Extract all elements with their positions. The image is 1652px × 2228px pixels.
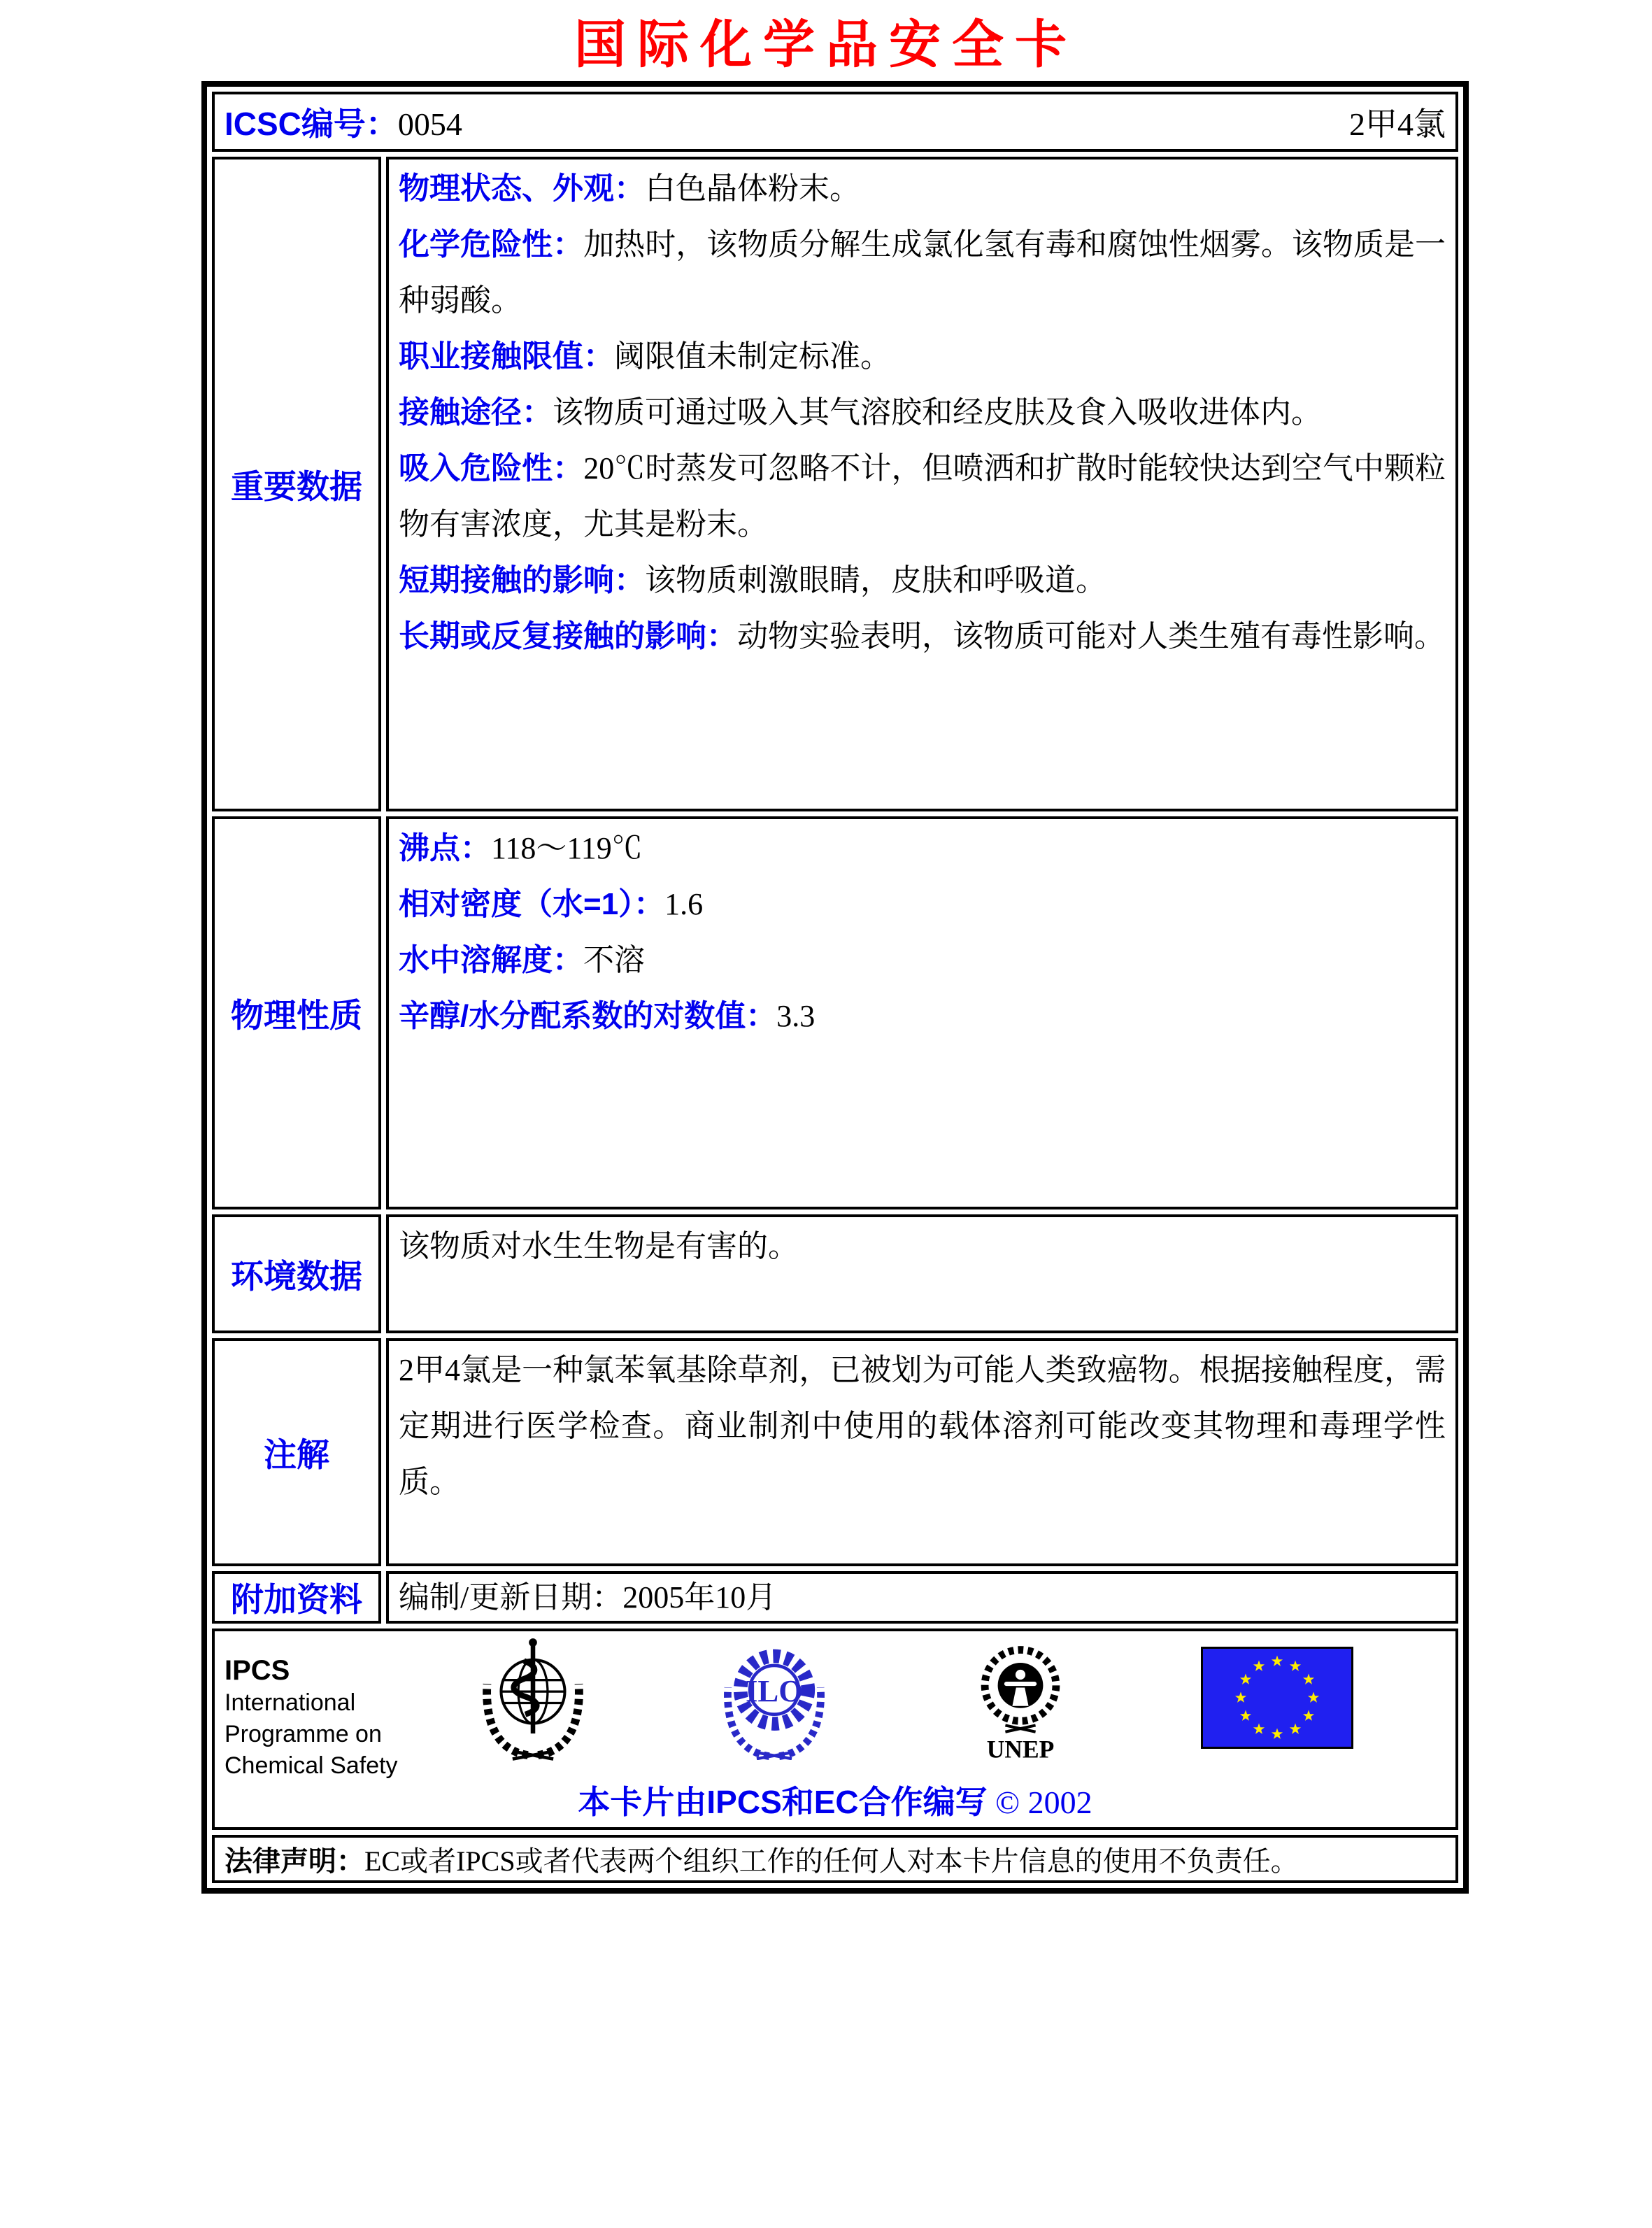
physical-properties-content [386, 816, 1458, 1209]
important-data-content [386, 157, 1458, 811]
field-water-solubility: 水中溶解度：不溶 [399, 943, 645, 977]
section-label-environmental-data: 环境数据 [212, 1214, 381, 1333]
ilo-emblem-icon [711, 1641, 837, 1760]
section-label-physical-properties: 物理性质 [212, 816, 381, 1209]
section-label-important-data: 重要数据 [212, 157, 381, 811]
section-label-additional-info: 附加资料 [212, 1571, 381, 1624]
icsc-card-table [201, 81, 1469, 1894]
eu-flag-icon [1201, 1647, 1353, 1749]
copyright-text: © 2002 [995, 1784, 1092, 1820]
environmental-data-content [386, 1214, 1458, 1333]
credit-line [215, 1777, 1455, 1823]
field-relative-density: 相对密度（水=1）：1.6 [399, 887, 704, 921]
svg-text:ILO: ILO [745, 1673, 804, 1708]
section-label-notes: 注解 [212, 1338, 381, 1566]
unep-emblem-icon [962, 1637, 1079, 1764]
row-physical-properties [212, 816, 1458, 1209]
row-additional-info [212, 1571, 1458, 1624]
row-notes [212, 1338, 1458, 1566]
notes-text: 2甲4氯是一种氯苯氧基除草剂，已被划为可能人类致癌物。根据接触程度，需定期进行医学检查。商业制剂中使用的载体溶剂可能改变其物理和毒理学性质。 [399, 1353, 1446, 1499]
page-title: 国际化学品安全卡 [574, 15, 1078, 75]
substance-name: 2甲4氯 [1349, 106, 1446, 142]
legal-notice [225, 1839, 1446, 1879]
svg-text:UNEP: UNEP [986, 1735, 1055, 1764]
row-legal-notice [212, 1835, 1458, 1883]
field-long-term-effects: 长期或反复接触的影响：动物实验表明，该物质可能对人类生殖有毒性影响。 [399, 619, 1445, 653]
credit-text: 本卡片由IPCS和EC合作编写 [578, 1784, 988, 1820]
additional-info-content [386, 1571, 1458, 1624]
icsc-number [225, 99, 462, 145]
environmental-data-text: 该物质对水生生物是有害的。 [399, 1229, 799, 1263]
ipcs-wordmark: IPCS International Programme on Chemical Safety [225, 1655, 398, 1779]
legal-notice-text: EC或者IPCS或者代表两个组织工作的任何人对本卡片信息的使用不负责任。 [364, 1845, 1299, 1877]
field-inhalation-risk: 吸入危险性：20℃时蒸发可忽略不计，但喷洒和扩散时能较快达到空气中颗粒物有害浓度，尤其是粉末。 [399, 451, 1446, 541]
icsc-number-label: ICSC编号： [225, 106, 398, 142]
legal-notice-label: 法律声明： [225, 1846, 364, 1877]
row-environmental-data [212, 1214, 1458, 1333]
field-octanol-water-coefficient: 辛醇/水分配系数的对数值：3.3 [399, 999, 816, 1033]
field-exposure-routes: 接触途径：该物质可通过吸入其气溶胶和经皮肤及食入吸收进体内。 [399, 395, 1322, 430]
who-emblem-icon [468, 1635, 598, 1763]
ipcs-title: IPCS [225, 1655, 290, 1686]
field-occupational-limit: 职业接触限值：阈限值未制定标准。 [399, 339, 891, 374]
field-boiling-point: 沸点：118～119℃ [399, 831, 643, 865]
update-date: 编制/更新日期：2005年10月 [399, 1580, 777, 1615]
field-short-term-effects: 短期接触的影响：该物质刺激眼睛，皮肤和呼吸道。 [399, 563, 1106, 597]
row-important-data [212, 157, 1458, 811]
header-row [212, 92, 1458, 152]
notes-content [386, 1338, 1458, 1566]
logos-strip [215, 1631, 1455, 1827]
field-chemical-danger: 化学危险性：加热时，该物质分解生成氯化氢有毒和腐蚀性烟雾。该物质是一种弱酸。 [399, 227, 1446, 318]
row-logos [212, 1629, 1458, 1830]
icsc-number-value: 0054 [397, 106, 462, 142]
field-physical-state: 物理状态、外观：白色晶体粉末。 [399, 171, 860, 206]
